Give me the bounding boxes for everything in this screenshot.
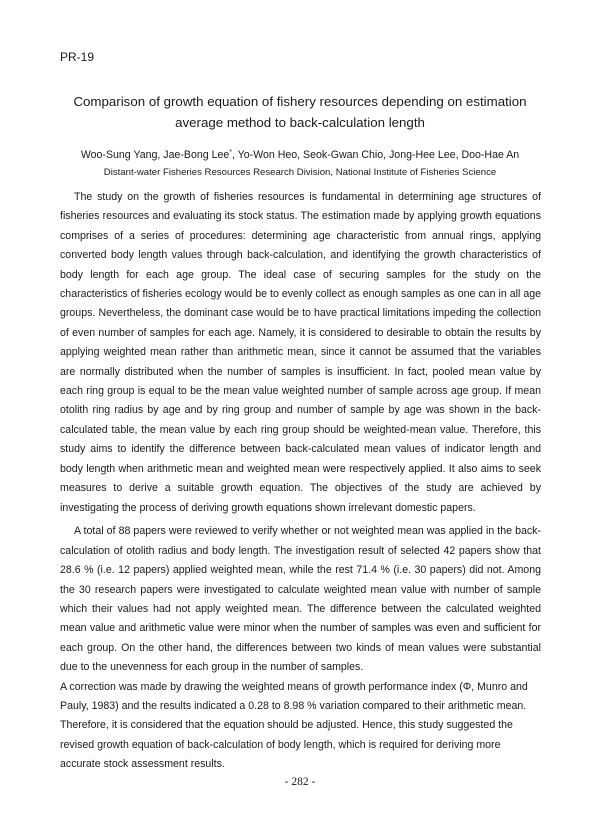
- corresponding-author-mark: *: [229, 149, 232, 156]
- paper-title-line-2: average method to back-calculation length: [175, 115, 425, 130]
- paper-title: [60, 91, 540, 133]
- presentation-code: PR-19: [60, 50, 95, 64]
- author-list: [50, 148, 550, 162]
- abstract-paragraph-1: The study on the growth of fisheries resources is fundamental in determining age structures of fisheries resources and evaluating its stock status. The estimation made by applying growth equations comprises of a series of procedures: determining age characteristic from annual rings, applying converted body length values through back-calculation, and identifying the growth characteristics of body length for each age group. The ideal case of securing samples for the study on the characteristics of fisheries ecology would be to evenly collect as enough samples as one can in all age groups. Nevertheless, the dominant case would be to have practical limitations impeding the collection of even number of samples for each age. Namely, it is considered to desirable to obtain the results by applying weighted mean rather than arithmetic mean, since it cannot be assumed that the variables are normally distributed when the number of samples is insufficient. In fact, pooled mean value by each ring group is equal to be the mean value weighted number of sample across age group. If mean otolith ring radius by age and by ring group and number of sample by age was shown in the back-calculated table, the mean value by each ring group should be weighted-mean value. Therefore, this study aims to identify the difference between back-calculated mean values of indicator length and body length when arithmetic mean and weighted mean were respectively applied. It also aims to seek measures to derive a suitable growth equation. The objectives of the study are achieved by investigating the process of deriving growth equations shown irrelevant domestic papers.: [60, 191, 541, 514]
- abstract-paragraph-3: A correction was made by drawing the weighted means of growth performance index (Φ, Munro and Pauly, 1983) and the results indicated a 0.28 to 8.98 % variation compared to their arithmetic mean. Therefore, it is considered that the equation should be adjusted. Hence, this study suggested the revised growth equation of back-calculation of body length, which is required for deriving more accurate stock assessment results.: [60, 680, 528, 771]
- authors-lead: Woo-Sung Yang, Jae-Bong Lee: [80, 149, 230, 161]
- page-number: - 282 -: [284, 776, 316, 788]
- abstract-body: [60, 188, 541, 775]
- author-affiliation: Distant-water Fisheries Resources Research Division, National Institute of Fisheries Science: [103, 167, 497, 178]
- authors-rest: , Yo-Won Heo, Seok-Gwan Chio, Jong-Hee Lee, Doo-Hae An: [231, 149, 520, 161]
- abstract-paragraph-2: A total of 88 papers were reviewed to verify whether or not weighted mean was applied in the back-calculation of otolith radius and body length. The investigation result of selected 42 papers show that 28.6 % (i.e. 12 papers) applied weighted mean, while the rest 71.4 % (i.e. 30 papers) did not. Among the 30 research papers were investigated to calculate weighted mean value with number of sample which their values had not apply weighted mean. The difference between the calculated weighted mean value and arithmetic value were minor when the number of samples was even and sufficient for each group. On the other hand, the differences between two kinds of mean values were substantial due to the unevenness for each group in the number of samples.: [60, 525, 541, 674]
- paper-title-line-1: Comparison of growth equation of fishery resources depending on estimation: [73, 94, 527, 109]
